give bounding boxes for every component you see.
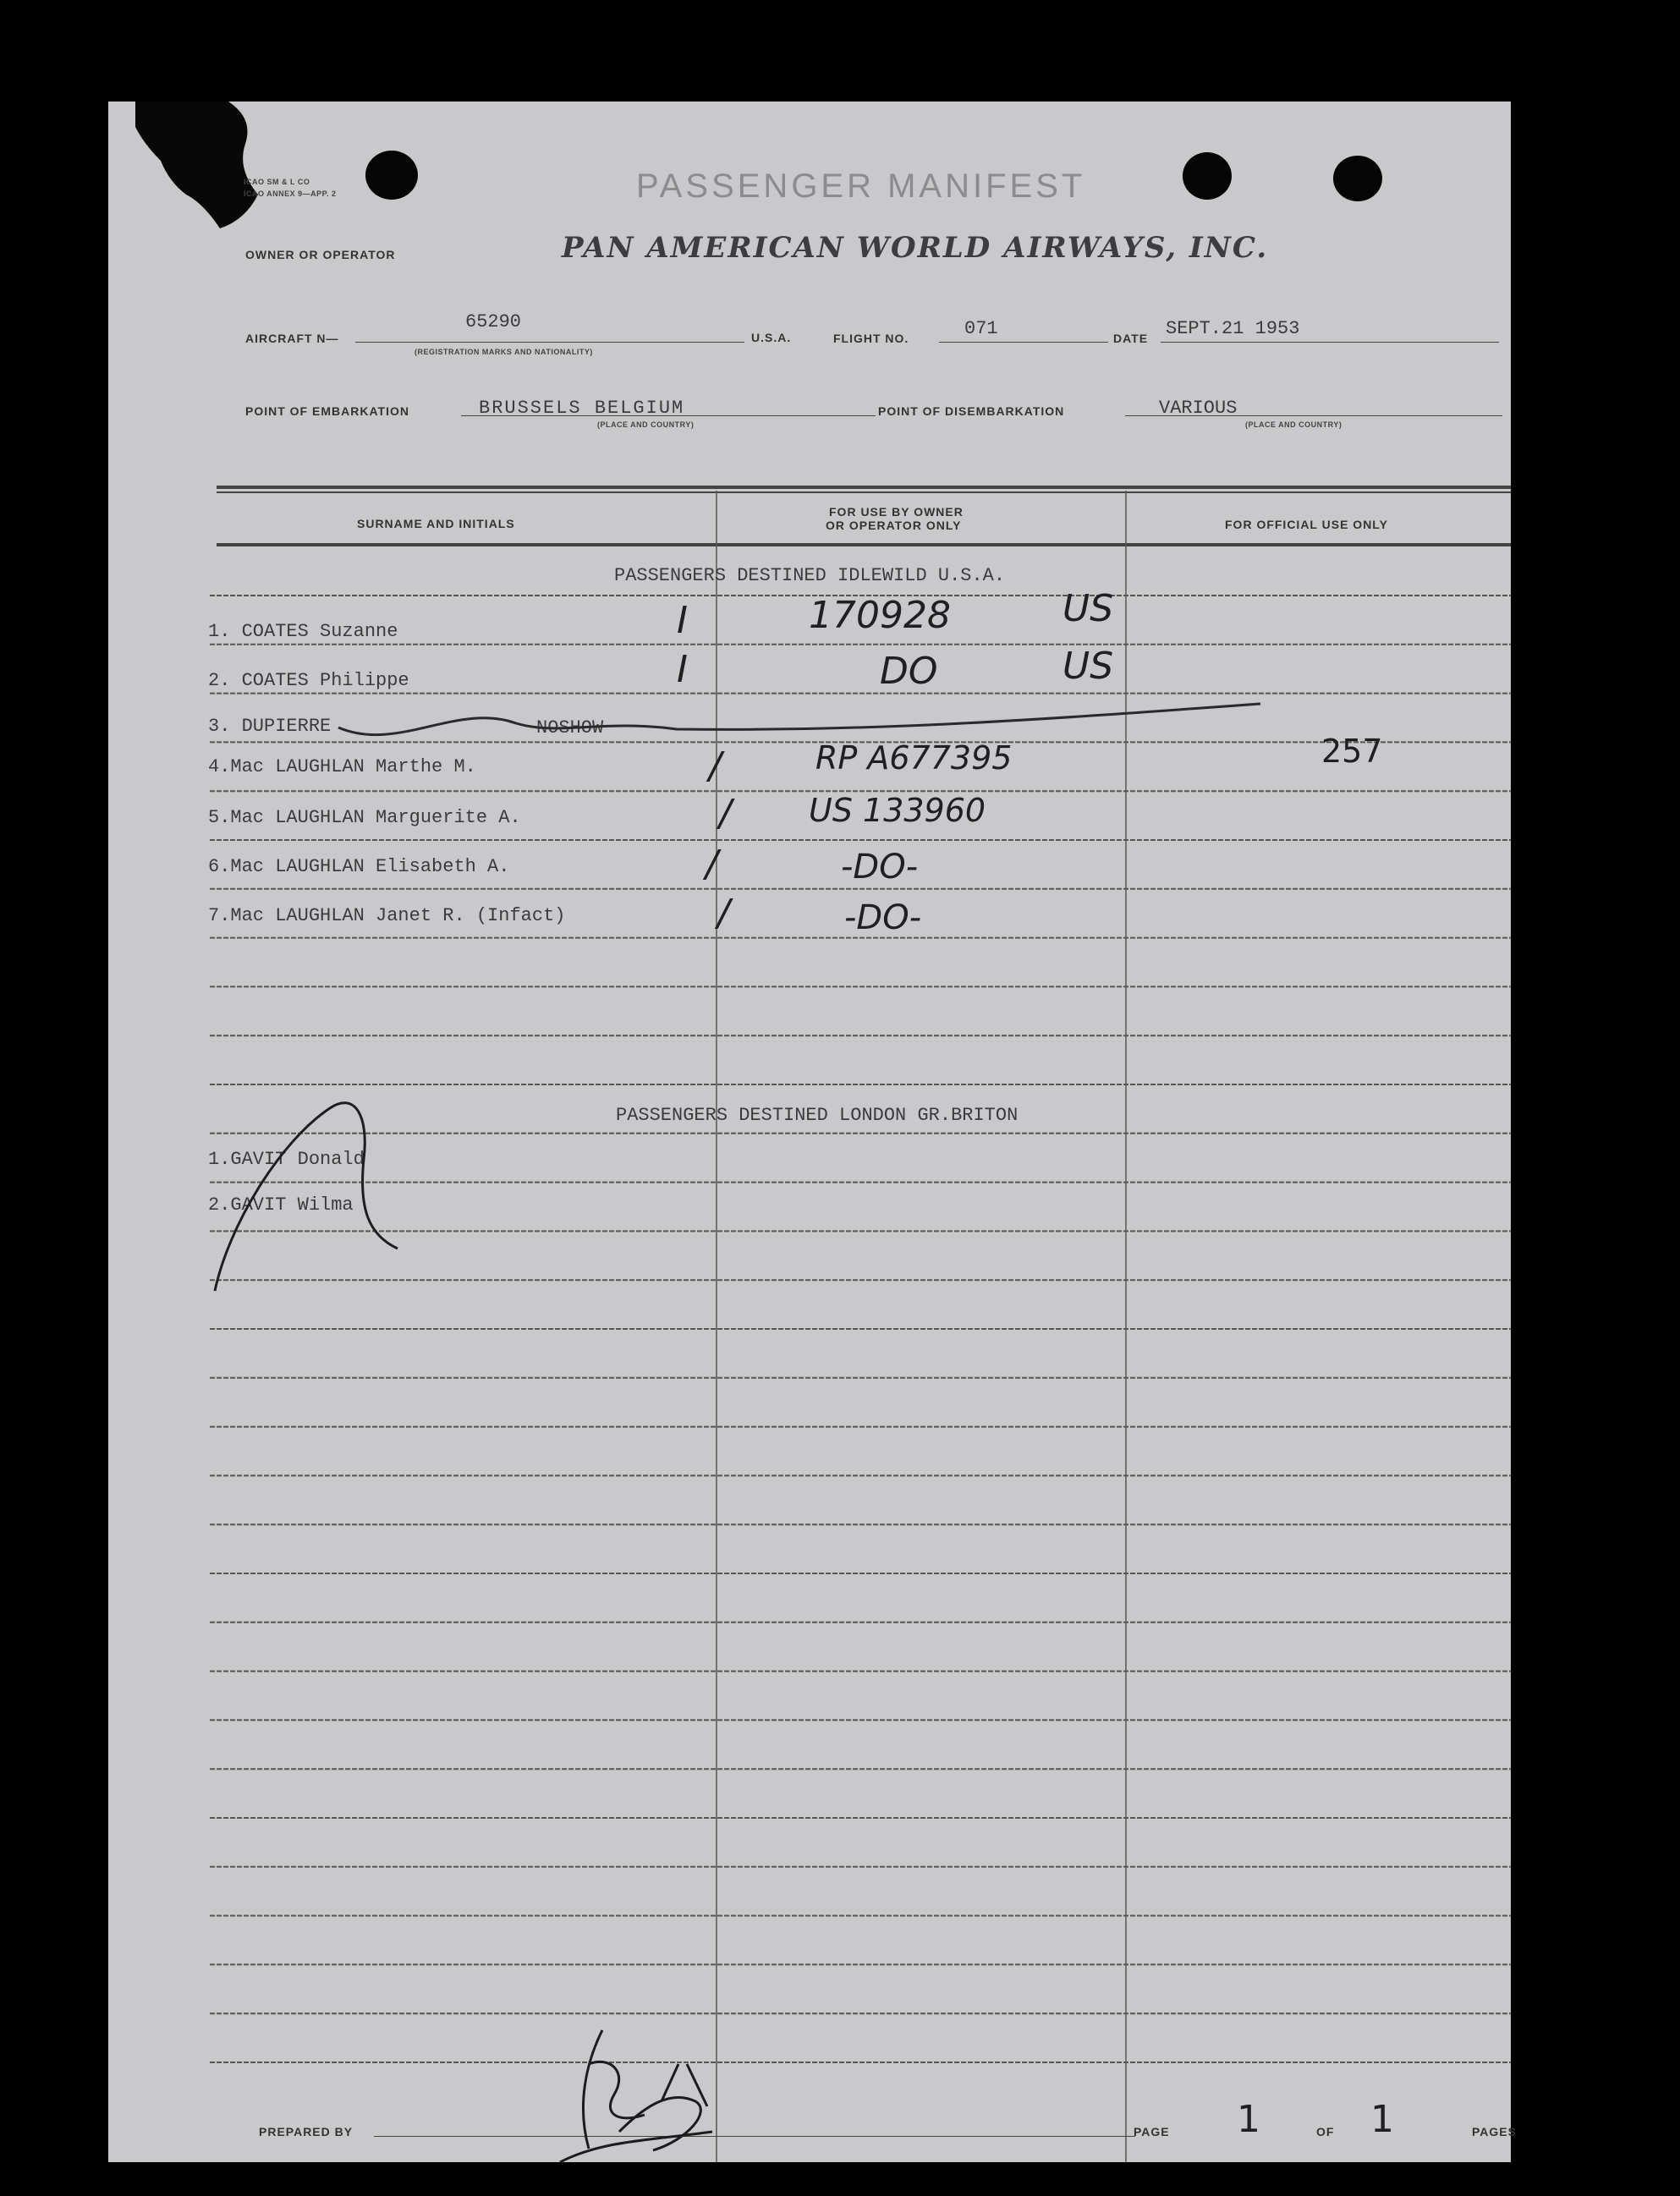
- col-owner-use-2: OR OPERATOR ONLY: [826, 519, 962, 532]
- official-2: US: [1062, 645, 1114, 688]
- stamp-line2: ICAO ANNEX 9—APP. 2: [244, 189, 337, 198]
- mark-5: /: [719, 792, 732, 835]
- flight-value: 071: [964, 318, 998, 339]
- noshow-mark: NOSHOW: [536, 717, 604, 738]
- page-value: 1: [1237, 2098, 1260, 2141]
- aircraft-value: 65290: [465, 311, 522, 332]
- page-title: PASSENGER MANIFEST: [636, 167, 1086, 205]
- passenger-row-4: 4.Mac LAUGHLAN Marthe M.: [208, 756, 476, 777]
- passenger-row-5: 5.Mac LAUGHLAN Marguerite A.: [208, 807, 521, 828]
- note-2: DO: [880, 650, 938, 693]
- passenger-row-8: 1.GAVIT Donald: [208, 1149, 365, 1170]
- passenger-row-3: 3. DUPIERRE: [208, 716, 332, 737]
- passenger-row-9: 2.GAVIT Wilma: [208, 1194, 354, 1216]
- disembark-sublabel: (PLACE AND COUNTRY): [1245, 420, 1342, 429]
- mark-4: /: [709, 744, 722, 788]
- note-6: -DO-: [841, 848, 919, 887]
- strike-through-line: [203, 694, 1269, 761]
- group-heading-london: PASSENGERS DESTINED LONDON GR.BRITON: [616, 1105, 1018, 1126]
- mark-1: I: [677, 599, 688, 642]
- passenger-row-2: 2. COATES Philippe: [208, 670, 409, 691]
- official-4: 257: [1321, 733, 1383, 770]
- signature-icon: [526, 2013, 746, 2174]
- embark-label: POINT OF EMBARKATION: [245, 404, 409, 418]
- usa-label: U.S.A.: [751, 331, 792, 344]
- col-surname: SURNAME AND INITIALS: [357, 517, 515, 530]
- owner-value: PAN AMERICAN WORLD AIRWAYS, INC.: [562, 231, 1269, 265]
- note-4: RP A677395: [815, 739, 1013, 777]
- of-label: OF: [1316, 2125, 1335, 2138]
- aircraft-label: AIRCRAFT N—: [245, 332, 339, 345]
- official-1: US: [1062, 587, 1114, 630]
- page-label: PAGE: [1134, 2125, 1170, 2138]
- pages-label: PAGES: [1472, 2125, 1517, 2138]
- passenger-row-1: 1. COATES Suzanne: [208, 621, 398, 642]
- prepared-by-line: [374, 2136, 1135, 2137]
- passenger-row-6: 6.Mac LAUGHLAN Elisabeth A.: [208, 856, 510, 877]
- embark-sublabel: (PLACE AND COUNTRY): [597, 420, 695, 429]
- embark-value: BRUSSELS BELGIUM: [479, 398, 685, 419]
- stamp-line1: ICAO SM & L CO: [244, 178, 310, 186]
- mark-7: /: [717, 892, 730, 935]
- note-7: -DO-: [844, 898, 922, 937]
- date-value: SEPT.21 1953: [1166, 318, 1300, 339]
- mark-2: I: [677, 648, 688, 691]
- of-value: 1: [1370, 2098, 1394, 2141]
- note-1: 170928: [809, 594, 951, 637]
- prepared-by-label: PREPARED BY: [259, 2125, 354, 2138]
- col-official-use: FOR OFFICIAL USE ONLY: [1225, 518, 1388, 531]
- disembark-value: VARIOUS: [1159, 398, 1238, 419]
- owner-label: OWNER OR OPERATOR: [245, 248, 396, 261]
- passenger-row-7: 7.Mac LAUGHLAN Janet R. (Infact): [208, 905, 566, 926]
- group-heading-idlewild: PASSENGERS DESTINED IDLEWILD U.S.A.: [614, 565, 1006, 586]
- mark-6: /: [705, 843, 718, 886]
- flight-label: FLIGHT NO.: [833, 332, 909, 345]
- aircraft-sublabel: (REGISTRATION MARKS AND NATIONALITY): [415, 348, 593, 356]
- handwritten-check-mark: [203, 1091, 423, 1311]
- disembark-label: POINT OF DISEMBARKATION: [878, 404, 1065, 418]
- col-owner-use-1: FOR USE BY OWNER: [829, 505, 964, 519]
- note-5: US 133960: [809, 792, 986, 829]
- date-label: DATE: [1113, 332, 1149, 345]
